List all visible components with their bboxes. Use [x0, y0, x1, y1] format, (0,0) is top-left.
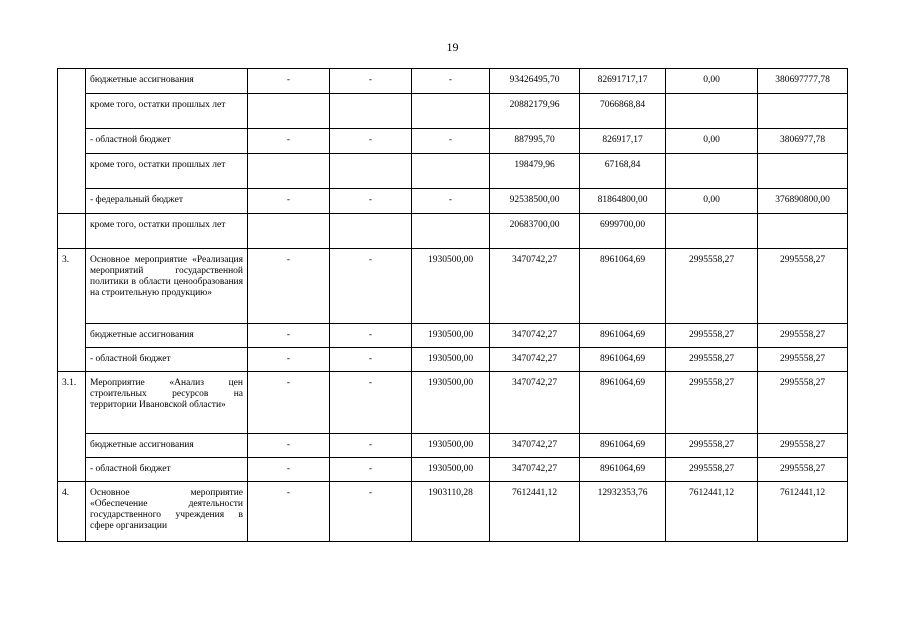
cell-value [758, 94, 848, 129]
cell-value: 8961064,69 [580, 372, 666, 434]
table-row [58, 434, 848, 458]
cell-value: 1903110,28 [412, 482, 490, 542]
row-number: 4. [58, 482, 86, 542]
cell-value: - [330, 482, 412, 542]
cell-value [758, 154, 848, 189]
cell-value: 7612441,12 [758, 482, 848, 542]
cell-value: - [248, 458, 330, 482]
cell-value: 826917,17 [580, 129, 666, 154]
cell-value [412, 94, 490, 129]
row-name: кроме того, остатки прошлых лет [86, 94, 248, 129]
row-number [58, 214, 86, 249]
cell-value: - [330, 189, 412, 214]
cell-value: - [248, 249, 330, 324]
cell-value: - [248, 324, 330, 348]
row-name: - областной бюджет [86, 458, 248, 482]
cell-value: 3470742,27 [490, 348, 580, 372]
cell-value [248, 214, 330, 249]
cell-value: 82691717,17 [580, 69, 666, 94]
cell-value: 2995558,27 [666, 348, 758, 372]
cell-value: - [330, 129, 412, 154]
cell-value: 2995558,27 [666, 434, 758, 458]
cell-value: - [412, 69, 490, 94]
cell-value: 2995558,27 [666, 249, 758, 324]
cell-value: - [248, 482, 330, 542]
row-name: Основное мероприятие «Обеспечение деятельности государственного учреждения в сфере организации [86, 482, 248, 542]
table-row [58, 372, 848, 434]
cell-value: - [248, 372, 330, 434]
cell-value [248, 154, 330, 189]
cell-value [330, 94, 412, 129]
cell-value: - [248, 189, 330, 214]
cell-value: 2995558,27 [758, 249, 848, 324]
cell-value: 1930500,00 [412, 348, 490, 372]
cell-value: 2995558,27 [758, 434, 848, 458]
cell-value: - [412, 129, 490, 154]
cell-value: 1930500,00 [412, 434, 490, 458]
cell-value: 7612441,12 [666, 482, 758, 542]
cell-value: 0,00 [666, 129, 758, 154]
row-name: Основное мероприятие «Реализация мероприятий государственной политики в области ценообразования на строительную продукцию» [86, 249, 248, 324]
cell-value: 2995558,27 [666, 372, 758, 434]
cell-value [330, 154, 412, 189]
cell-value: 1930500,00 [412, 372, 490, 434]
table-row [58, 69, 848, 94]
cell-value: 8961064,69 [580, 249, 666, 324]
cell-value: 380697777,78 [758, 69, 848, 94]
cell-value [666, 214, 758, 249]
cell-value [330, 214, 412, 249]
cell-value: 1930500,00 [412, 324, 490, 348]
cell-value: 81864800,00 [580, 189, 666, 214]
cell-value [666, 94, 758, 129]
table-row [58, 129, 848, 154]
cell-value: - [330, 249, 412, 324]
cell-value: 6999700,00 [580, 214, 666, 249]
cell-value: 3806977,78 [758, 129, 848, 154]
cell-value: 3470742,27 [490, 372, 580, 434]
table-row [58, 458, 848, 482]
cell-value: 12932353,76 [580, 482, 666, 542]
table-row [58, 94, 848, 129]
page-number: 19 [446, 40, 459, 54]
cell-value: 1930500,00 [412, 249, 490, 324]
table-row [58, 154, 848, 189]
row-name: Мероприятие «Анализ цен строительных ресурсов на территории Ивановской области» [86, 372, 248, 434]
cell-value: 7612441,12 [490, 482, 580, 542]
row-name: кроме того, остатки прошлых лет [86, 154, 248, 189]
cell-value: 0,00 [666, 69, 758, 94]
row-name: - областной бюджет [86, 348, 248, 372]
budget-table [57, 68, 848, 542]
row-number: 3.1. [58, 372, 86, 482]
cell-value: 8961064,69 [580, 324, 666, 348]
cell-value: 8961064,69 [580, 458, 666, 482]
cell-value: 2995558,27 [666, 458, 758, 482]
cell-value: 8961064,69 [580, 348, 666, 372]
cell-value: 20882179,96 [490, 94, 580, 129]
row-name: - областной бюджет [86, 129, 248, 154]
cell-value: 2995558,27 [758, 372, 848, 434]
row-name: бюджетные ассигнования [86, 69, 248, 94]
row-name: кроме того, остатки прошлых лет [86, 214, 248, 249]
table-row [58, 189, 848, 214]
cell-value: - [248, 69, 330, 94]
row-number [58, 69, 86, 214]
cell-value: - [330, 458, 412, 482]
cell-value: 20683700,00 [490, 214, 580, 249]
cell-value: 1930500,00 [412, 458, 490, 482]
cell-value [758, 214, 848, 249]
cell-value: 2995558,27 [666, 324, 758, 348]
cell-value: 3470742,27 [490, 458, 580, 482]
cell-value: 93426495,70 [490, 69, 580, 94]
cell-value: - [248, 348, 330, 372]
cell-value: 887995,70 [490, 129, 580, 154]
cell-value: 3470742,27 [490, 249, 580, 324]
cell-value: - [330, 348, 412, 372]
cell-value: 92538500,00 [490, 189, 580, 214]
row-name: бюджетные ассигнования [86, 434, 248, 458]
cell-value [666, 154, 758, 189]
table-row [58, 214, 848, 249]
table-row [58, 324, 848, 348]
cell-value [248, 94, 330, 129]
cell-value: - [248, 129, 330, 154]
cell-value: 0,00 [666, 189, 758, 214]
row-number: 3. [58, 249, 86, 372]
cell-value: - [330, 434, 412, 458]
cell-value: 198479,96 [490, 154, 580, 189]
cell-value: 3470742,27 [490, 434, 580, 458]
cell-value: - [330, 69, 412, 94]
row-name: бюджетные ассигнования [86, 324, 248, 348]
table-row [58, 249, 848, 324]
cell-value: - [248, 434, 330, 458]
cell-value: - [412, 189, 490, 214]
cell-value [412, 154, 490, 189]
cell-value: 2995558,27 [758, 348, 848, 372]
cell-value: 67168,84 [580, 154, 666, 189]
cell-value: 2995558,27 [758, 458, 848, 482]
cell-value: 8961064,69 [580, 434, 666, 458]
cell-value: - [330, 372, 412, 434]
row-name: - федеральный бюджет [86, 189, 248, 214]
cell-value: 2995558,27 [758, 324, 848, 348]
cell-value: 7066868,84 [580, 94, 666, 129]
cell-value: 3470742,27 [490, 324, 580, 348]
cell-value: - [330, 324, 412, 348]
cell-value: 376890800,00 [758, 189, 848, 214]
cell-value [412, 214, 490, 249]
table-row [58, 482, 848, 542]
table-row [58, 348, 848, 372]
